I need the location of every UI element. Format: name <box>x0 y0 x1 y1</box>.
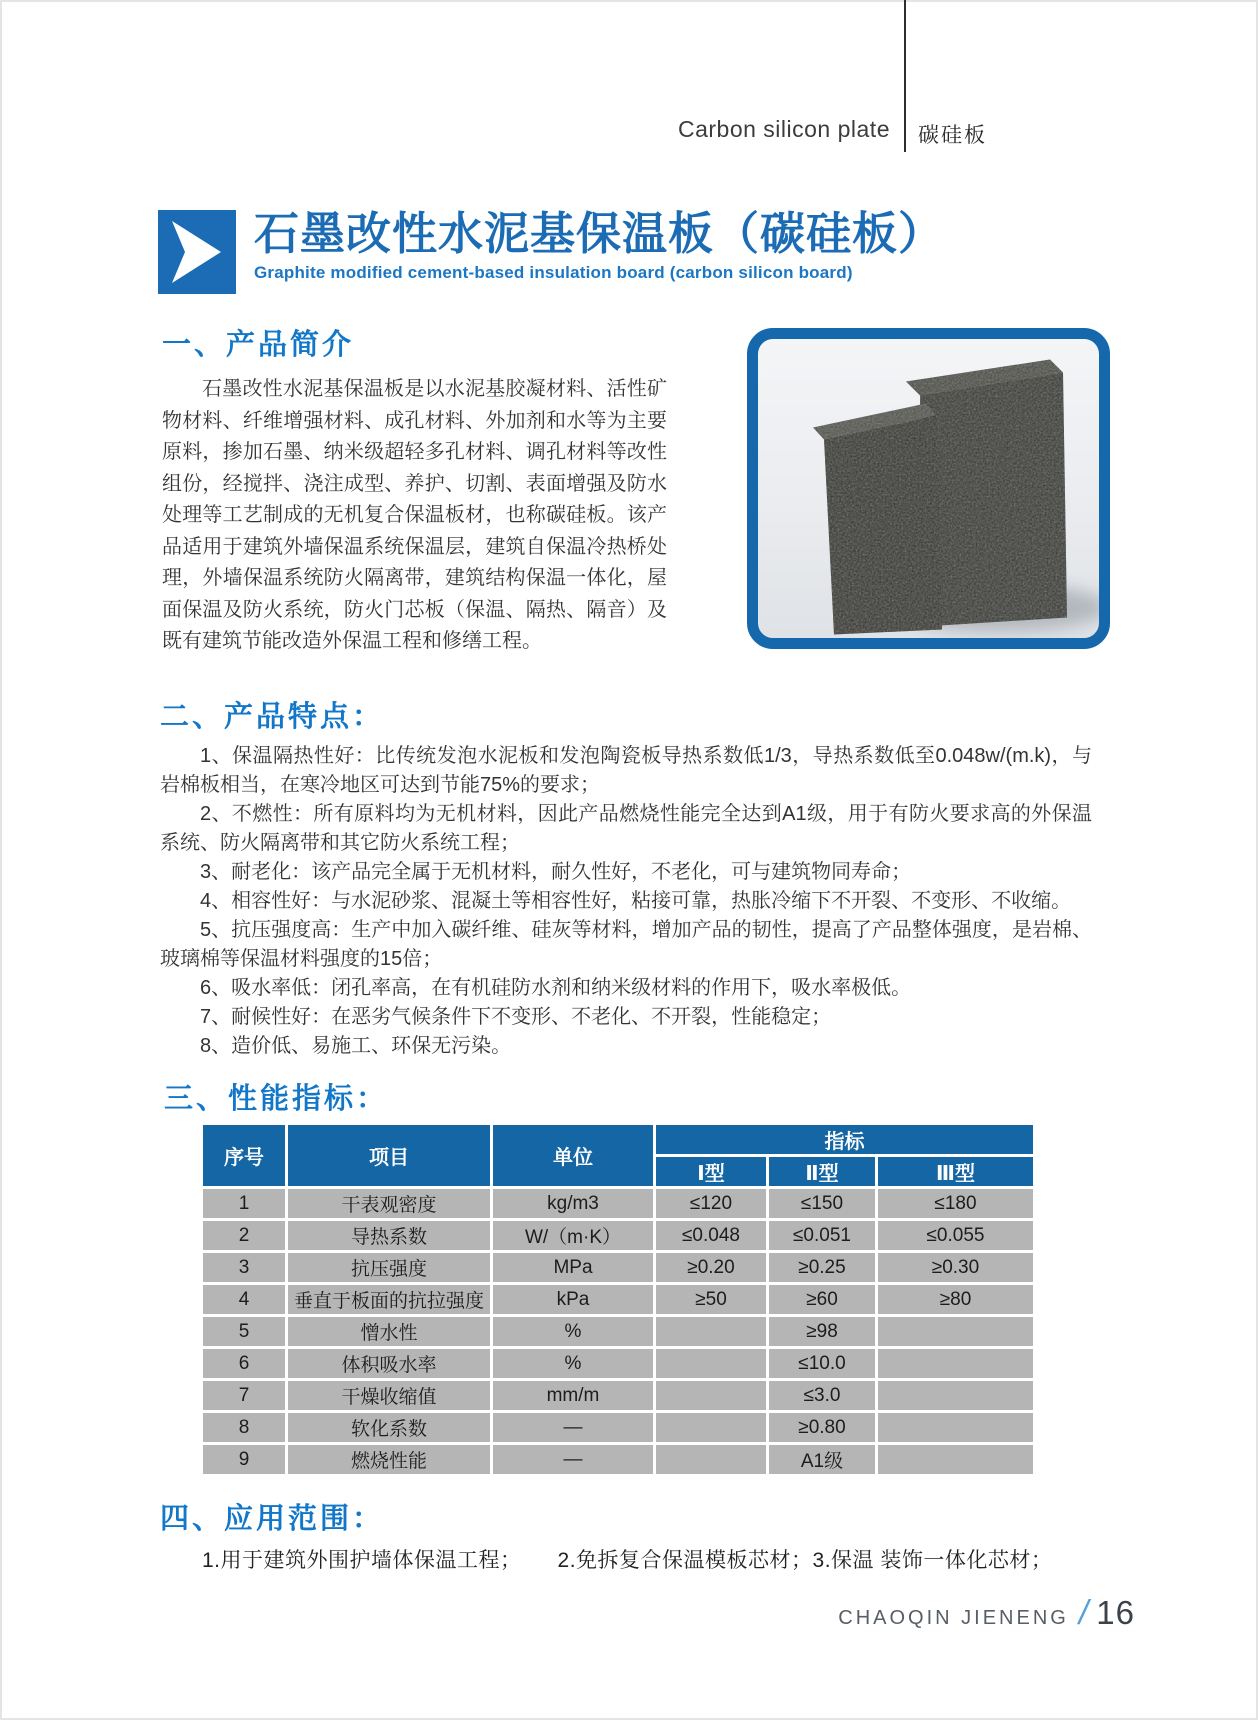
feature-item: 1、保温隔热性好：比传统发泡水泥板和发泡陶瓷板导热系数低1/3，导热系数低至0.048w/(m.k)，与岩棉板相当，在寒冷地区可达到节能75%的要求； <box>160 745 1092 796</box>
table-row <box>203 1221 1033 1250</box>
table-cell: kg/m3 <box>493 1189 653 1218</box>
page-footer <box>838 1594 1135 1633</box>
table-row <box>203 1445 1033 1474</box>
table-cell: 8 <box>203 1413 285 1442</box>
table-cell: 3 <box>203 1253 285 1282</box>
footer-page-number: 16 <box>1096 1594 1135 1631</box>
header-title-zh: 碳硅板 <box>918 124 987 147</box>
feature-item: 4、相容性好：与水泥砂浆、混凝土等相容性好，粘接可靠，热胀冷缩下不开裂、不变形、不收缩。 <box>200 890 1072 912</box>
title-texts <box>254 210 944 283</box>
table-type-header: Ⅲ型 <box>878 1157 1033 1186</box>
section-performance-heading: 三、性能指标： <box>164 1081 389 1115</box>
table-col-header: 序号 <box>203 1125 285 1186</box>
table-cell: 抗压强度 <box>288 1253 490 1282</box>
table-cell: ≥80 <box>878 1285 1033 1314</box>
feature-item: 6、吸水率低：闭孔率高，在有机硅防水剂和纳米级材料的作用下，吸水率极低。 <box>200 977 912 999</box>
product-photo <box>747 328 1110 649</box>
table-cell: 2 <box>203 1221 285 1250</box>
table-cell: 1 <box>203 1189 285 1218</box>
table-cell <box>878 1413 1033 1442</box>
table-col-header: 单位 <box>493 1125 653 1186</box>
feature-item: 7、耐候性好：在恶劣气候条件下不变形、不老化、不开裂，性能稳定； <box>200 1006 832 1028</box>
table-cell: ≤180 <box>878 1189 1033 1218</box>
table-cell: % <box>493 1349 653 1378</box>
table-cell: 体积吸水率 <box>288 1349 490 1378</box>
table-cell: ≥50 <box>656 1285 766 1314</box>
table-cell: mm/m <box>493 1381 653 1410</box>
table-cell: ≤3.0 <box>769 1381 875 1410</box>
insulation-boards-image <box>758 339 1099 638</box>
table-cell <box>656 1445 766 1474</box>
table-cell: 垂直于板面的抗拉强度 <box>288 1285 490 1314</box>
table-cell <box>656 1317 766 1346</box>
table-cell <box>878 1381 1033 1410</box>
table-type-header: Ⅰ型 <box>656 1157 766 1186</box>
performance-table <box>200 1122 1036 1477</box>
page-subtitle-en: Graphite modified cement-based insulation board (carbon silicon board) <box>254 263 853 282</box>
table-indicator-header: 指标 <box>656 1125 1033 1154</box>
section-application <box>160 1502 1120 1574</box>
table-cell: MPa <box>493 1253 653 1282</box>
page-title: 石墨改性水泥基保温板（碳硅板） <box>254 208 945 259</box>
footer-brand: CHAOQIN JIENENG <box>838 1607 1069 1629</box>
application-line <box>160 1544 1120 1574</box>
table-cell: 软化系数 <box>288 1413 490 1442</box>
section-intro <box>162 328 667 658</box>
table-cell <box>878 1349 1033 1378</box>
table-cell: ≤10.0 <box>769 1349 875 1378</box>
table-row <box>203 1189 1033 1218</box>
application-item: 3.保温 装饰一体化芯材； <box>812 1549 1053 1572</box>
table-cell: W/（m·K） <box>493 1221 653 1250</box>
table-cell: 7 <box>203 1381 285 1410</box>
table-cell: 干燥收缩值 <box>288 1381 490 1410</box>
section-performance <box>164 1082 1104 1477</box>
table-row <box>203 1285 1033 1314</box>
table-cell: ≤0.051 <box>769 1221 875 1250</box>
table-row <box>203 1349 1033 1378</box>
table-type-header: Ⅱ型 <box>769 1157 875 1186</box>
table-cell <box>878 1317 1033 1346</box>
title-block <box>158 210 944 294</box>
table-row <box>203 1413 1033 1442</box>
table-cell: ≥98 <box>769 1317 875 1346</box>
chevron-right-icon <box>158 210 236 294</box>
feature-item: 5、抗压强度高：生产中加入碳纤维、硅灰等材料，增加产品的韧性，提高了产品整体强度，是岩棉、玻璃棉等保温材料强度的15倍； <box>160 919 1092 970</box>
table-cell: 憎水性 <box>288 1317 490 1346</box>
intro-paragraph: 石墨改性水泥基保温板是以水泥基胶凝材料、活性矿物材料、纤维增强材料、成孔材料、外加剂和水等为主要原料，掺加石墨、纳米级超轻多孔材料、调孔材料等改性组份，经搅拌、浇注成型、养护、切割、表面增强及防水处理等工艺制成的无机复合保温板材，也称碳硅板。该产品适用于建筑外墙保温系统保温层，建筑自保温冷热桥处理，外墙保温系统防火隔离带，建筑结构保温一体化，屋面保温及防火系统，防火门芯板（保温、隔热、隔音）及既有建筑节能改造外保温工程和修缮工程。 <box>162 378 667 652</box>
footer-slash: / <box>1078 1594 1089 1632</box>
table-cell: ≥0.30 <box>878 1253 1033 1282</box>
table-cell: ≤150 <box>769 1189 875 1218</box>
table-cell: kPa <box>493 1285 653 1314</box>
table-cell <box>656 1381 766 1410</box>
feature-item: 3、耐老化：该产品完全属于无机材料，耐久性好，不老化，可与建筑物同寿命； <box>200 861 912 883</box>
table-row <box>203 1317 1033 1346</box>
table-row <box>203 1381 1033 1410</box>
features-list <box>160 742 1092 1061</box>
header-divider-line <box>904 0 906 152</box>
section-application-heading: 四、应用范围： <box>160 1501 385 1535</box>
section-features-heading: 二、产品特点： <box>160 699 385 733</box>
table-col-header: 项目 <box>288 1125 490 1186</box>
table-row <box>203 1253 1033 1282</box>
table-cell: 5 <box>203 1317 285 1346</box>
table-cell <box>656 1349 766 1378</box>
table-cell: A1级 <box>769 1445 875 1474</box>
application-item: 1.用于建筑外围护墙体保温工程； <box>202 1549 522 1572</box>
table-cell: — <box>493 1413 653 1442</box>
table-cell: 6 <box>203 1349 285 1378</box>
table-cell: 干表观密度 <box>288 1189 490 1218</box>
table-cell: — <box>493 1445 653 1474</box>
application-item: 2.免拆复合保温模板芯材； <box>557 1549 813 1572</box>
table-cell: 燃烧性能 <box>288 1445 490 1474</box>
feature-item: 8、造价低、易施工、环保无污染。 <box>200 1035 512 1057</box>
table-cell: ≥0.20 <box>656 1253 766 1282</box>
header-title-en: Carbon silicon plate <box>677 116 890 142</box>
table-cell: 4 <box>203 1285 285 1314</box>
table-cell: 9 <box>203 1445 285 1474</box>
table-cell: % <box>493 1317 653 1346</box>
feature-item: 2、不燃性：所有原料均为无机材料，因此产品燃烧性能完全达到A1级，用于有防火要求高的外保温系统、防火隔离带和其它防火系统工程； <box>160 803 1092 854</box>
table-cell: ≤120 <box>656 1189 766 1218</box>
section-features <box>160 700 1092 1061</box>
table-cell: ≤0.048 <box>656 1221 766 1250</box>
table-cell: ≥60 <box>769 1285 875 1314</box>
table-cell <box>656 1413 766 1442</box>
table-cell: 导热系数 <box>288 1221 490 1250</box>
table-cell: ≤0.055 <box>878 1221 1033 1250</box>
table-cell: ≥0.25 <box>769 1253 875 1282</box>
table-cell <box>878 1445 1033 1474</box>
table-cell: ≥0.80 <box>769 1413 875 1442</box>
section-intro-heading: 一、产品简介 <box>162 327 355 361</box>
